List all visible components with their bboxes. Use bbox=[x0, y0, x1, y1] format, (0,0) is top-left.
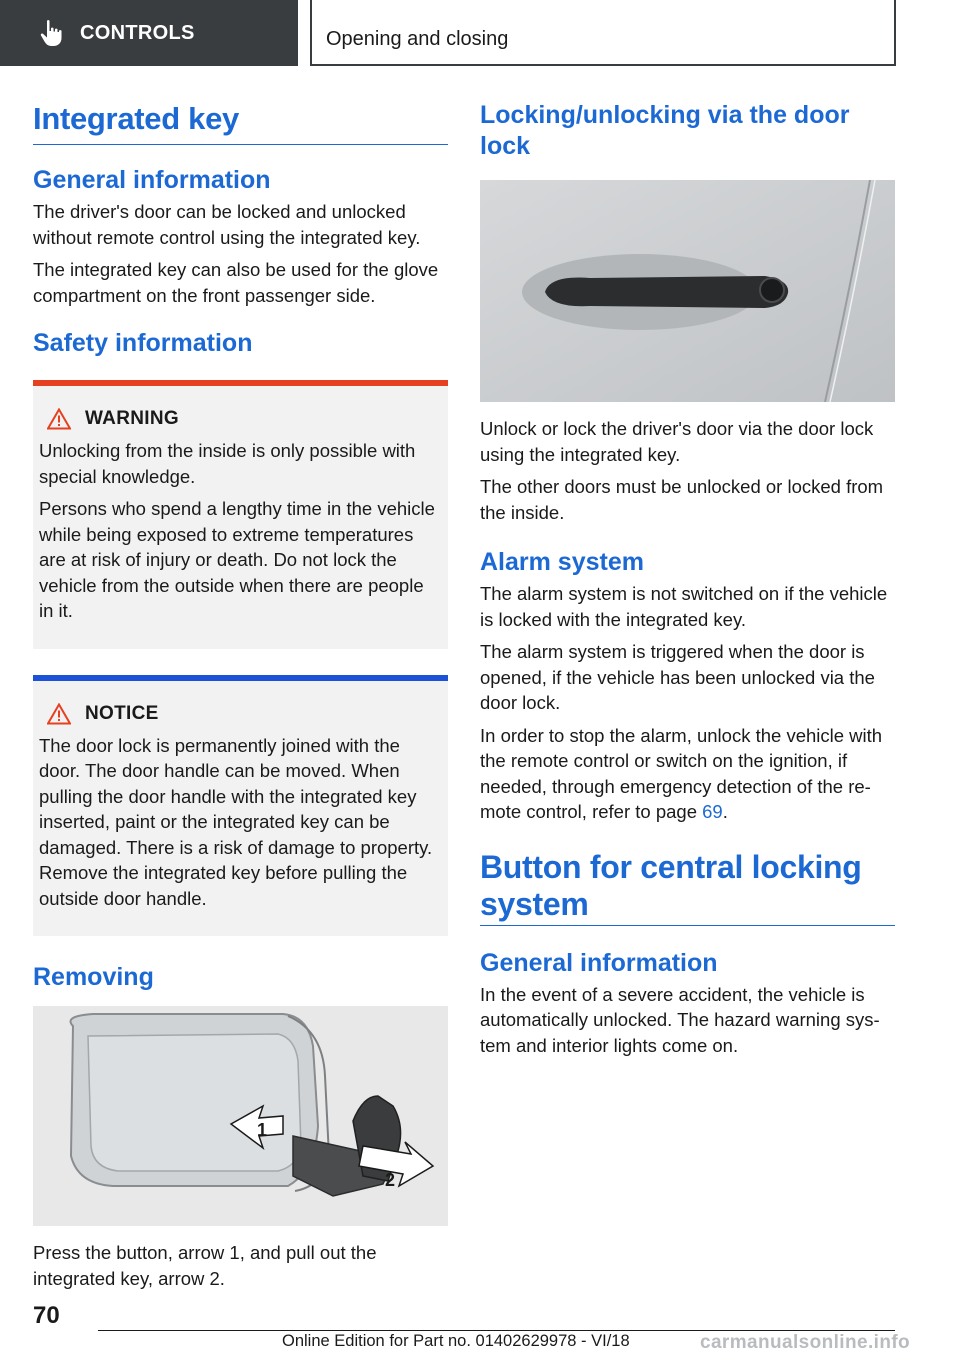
left-column bbox=[33, 100, 448, 1298]
section-label: CONTROLS bbox=[80, 21, 195, 44]
door-lock-heading: Locking/unlocking via the door lock bbox=[480, 101, 850, 160]
warning-title: WARNING bbox=[85, 408, 179, 429]
page-number: 70 bbox=[33, 1302, 60, 1329]
watermark-text: carmanualsonline.info bbox=[700, 1332, 911, 1353]
chapter-box bbox=[310, 0, 896, 66]
general-info-heading: General information bbox=[33, 166, 271, 194]
central-locking-title: Button for central locking system bbox=[480, 849, 895, 926]
notice-triangle-icon bbox=[47, 703, 71, 725]
removing-paragraph: Press the button, arrow 1, and pull out the integrated key, arrow 2. bbox=[33, 1242, 377, 1289]
alarm-paragraph-3 bbox=[480, 723, 895, 825]
edition-text: Online Edition for Part no. 01402629978 - VI/18 bbox=[282, 1332, 630, 1350]
door-lock-paragraph-2: The other doors must be unlocked or locked from the inside. bbox=[480, 476, 884, 523]
chapter-label: Opening and closing bbox=[326, 28, 509, 50]
key-removal-illustration bbox=[33, 1006, 448, 1226]
notice-title: NOTICE bbox=[85, 702, 159, 724]
general-info-paragraph-2: The integrated key can also be used for the glove compartment on the front passenger side. bbox=[33, 259, 439, 306]
integrated-key-title: Integrated key bbox=[33, 100, 448, 145]
alarm-paragraph-3-end: . bbox=[722, 801, 728, 822]
alarm-system-heading: Alarm system bbox=[480, 548, 644, 576]
door-handle-photo bbox=[480, 180, 895, 402]
notice-callout bbox=[33, 675, 448, 937]
arrow-1-label: 1 bbox=[257, 1120, 268, 1140]
hand-pointer-icon bbox=[38, 19, 66, 47]
warning-paragraph-1: Unlocking from the inside is only possible with special knowledge. bbox=[39, 440, 416, 487]
footer-divider bbox=[98, 1330, 895, 1331]
alarm-paragraph-2: The alarm system is triggered when the door is opened, if the vehicle has been unlocked via the door lock. bbox=[480, 641, 875, 713]
page-header bbox=[0, 0, 960, 66]
alarm-paragraph-3-text: In order to stop the alarm, unlock the vehicle with the remote control or switch on the ignition, if needed, through emergency detection of the remote control, refer to page bbox=[480, 724, 883, 822]
page-69-link[interactable]: 69 bbox=[702, 801, 723, 822]
general-info-paragraph-1: The driver's door can be locked and unlocked without remote control using the integrated key. bbox=[33, 201, 421, 248]
right-column bbox=[480, 100, 895, 1065]
central-locking-general-heading: General information bbox=[480, 948, 718, 977]
removing-heading: Removing bbox=[33, 963, 154, 991]
section-tab[interactable] bbox=[0, 0, 298, 66]
alarm-paragraph-1: The alarm system is not switched on if the vehicle is locked with the integrated key. bbox=[480, 583, 888, 630]
notice-paragraph: The door lock is permanently joined with the door. The door handle can be moved. When pulling the door handle with the integrated key inserted, paint or the integrated key can be damaged. There is a risk of damage to property. Remove the integrated key before pulling the outside door handle. bbox=[39, 734, 433, 909]
central-locking-general-paragraph: In the event of a severe accident, the vehicle is automatically unlocked. The hazard warning system and interior lights come on. bbox=[480, 983, 880, 1056]
warning-header bbox=[39, 408, 438, 430]
door-lock-paragraph-1: Unlock or lock the driver's door via the door lock using the integrated key. bbox=[480, 418, 874, 465]
warning-triangle-icon bbox=[47, 408, 71, 430]
safety-info-heading: Safety information bbox=[33, 329, 253, 357]
warning-callout bbox=[33, 380, 448, 649]
arrow-2-label: 2 bbox=[385, 1170, 396, 1190]
notice-header bbox=[39, 703, 438, 725]
warning-paragraph-2: Persons who spend a lengthy time in the vehicle while being exposed to extreme temperatures are at risk of injury or death. Do not lock the vehicle from the outside when there are people in it. bbox=[39, 498, 435, 621]
